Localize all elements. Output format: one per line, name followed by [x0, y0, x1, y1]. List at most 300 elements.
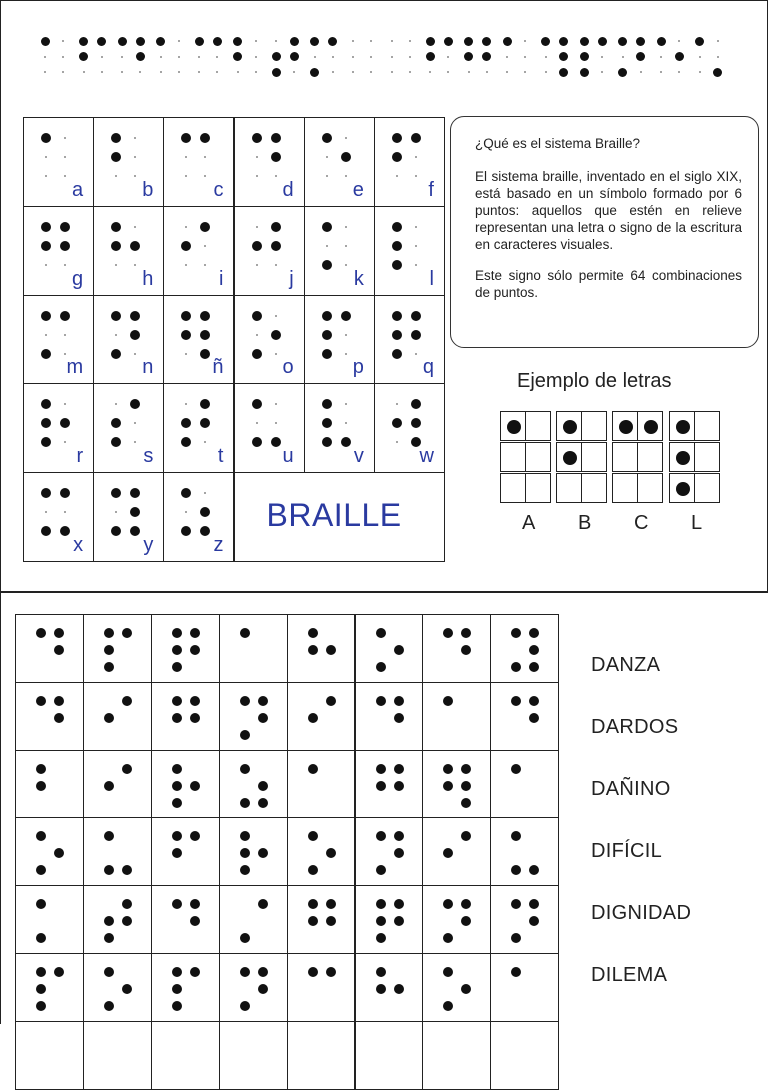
- alphabet-cell-ñ: [163, 295, 234, 385]
- braille-dot-empty: [506, 56, 508, 58]
- alphabet-letter: k: [353, 267, 364, 290]
- braille-dot-raised: [511, 662, 521, 672]
- braille-dot-raised: [41, 437, 51, 447]
- braille-dot-raised: [181, 488, 191, 498]
- info-box: [450, 116, 759, 348]
- braille-dot-raised: [200, 349, 210, 359]
- braille-dot-raised: [511, 628, 521, 638]
- alphabet-letter: x: [73, 533, 84, 556]
- braille-dot-raised: [461, 916, 471, 926]
- braille-dot-raised: [322, 330, 332, 340]
- braille-dot-raised: [411, 311, 421, 321]
- braille-dot-raised: [136, 37, 145, 46]
- braille-title-cell: [234, 472, 446, 562]
- braille-dot-raised: [240, 798, 250, 808]
- braille-dot-empty: [415, 175, 417, 177]
- braille-dot-empty: [545, 71, 547, 73]
- puzzle-cell: [151, 750, 220, 819]
- braille-dot-raised: [122, 865, 132, 875]
- braille-dot-raised: [443, 848, 453, 858]
- puzzle-cell: [151, 817, 220, 886]
- braille-dot-raised: [411, 418, 421, 428]
- braille-dot-raised: [200, 507, 210, 517]
- alphabet-letter: o: [282, 356, 294, 379]
- example-dot-slot: [556, 473, 582, 503]
- braille-dot-empty: [134, 175, 136, 177]
- braille-dot-raised: [130, 330, 140, 340]
- braille-dot-empty: [204, 245, 206, 247]
- braille-dot-empty: [370, 56, 372, 58]
- braille-dot-empty: [216, 56, 218, 58]
- braille-dot-raised: [511, 831, 521, 841]
- braille-dot-raised: [598, 37, 607, 46]
- braille-dot-raised: [240, 933, 250, 943]
- braille-dot-raised: [326, 967, 336, 977]
- braille-dot-empty: [256, 422, 258, 424]
- alphabet-letter: f: [428, 178, 434, 201]
- braille-dot-empty: [545, 56, 547, 58]
- braille-dot-raised: [36, 899, 46, 909]
- puzzle-cell: [219, 1021, 288, 1090]
- braille-dot-raised: [190, 696, 200, 706]
- example-dot-slot: [556, 411, 582, 441]
- braille-dot-raised: [122, 984, 132, 994]
- braille-dot-raised: [122, 899, 132, 909]
- braille-dot-empty: [415, 264, 417, 266]
- braille-dot-raised: [181, 437, 191, 447]
- braille-dot-raised: [111, 241, 121, 251]
- puzzle-cell: [219, 750, 288, 819]
- braille-dot-raised: [41, 133, 51, 143]
- braille-dot-empty: [160, 56, 162, 58]
- alphabet-letter: i: [219, 267, 224, 290]
- example-dot-slot: [612, 411, 638, 441]
- braille-dot-raised: [326, 916, 336, 926]
- alphabet-cell-y: [93, 472, 164, 562]
- puzzle-cell: [355, 953, 424, 1022]
- braille-dot-raised: [79, 52, 88, 61]
- alphabet-cell-o: [234, 295, 305, 385]
- braille-dot-raised: [111, 133, 121, 143]
- braille-dot-empty: [237, 71, 239, 73]
- braille-dot-raised: [36, 1001, 46, 1011]
- braille-dot-raised: [482, 37, 491, 46]
- puzzle-cell: [355, 614, 424, 683]
- braille-dot-raised: [464, 52, 473, 61]
- braille-dot-raised: [54, 848, 64, 858]
- braille-dot-raised: [308, 865, 318, 875]
- braille-dot-empty: [255, 71, 257, 73]
- braille-dot-empty: [409, 40, 411, 42]
- alphabet-letter: c: [213, 178, 224, 201]
- braille-dot-raised: [54, 645, 64, 655]
- braille-dot-raised: [111, 311, 121, 321]
- braille-dot-raised: [322, 133, 332, 143]
- braille-dot-raised: [36, 628, 46, 638]
- braille-dot-raised: [200, 311, 210, 321]
- example-label: B: [578, 512, 592, 534]
- puzzle-cell: [490, 614, 559, 683]
- braille-dot-raised: [426, 37, 435, 46]
- alphabet-cell-d: [234, 117, 305, 207]
- braille-dot-raised: [322, 418, 332, 428]
- example-dot-slot: [581, 442, 607, 472]
- braille-dot-empty: [64, 441, 66, 443]
- braille-dot-raised: [200, 526, 210, 536]
- alphabet-letter: v: [353, 445, 364, 468]
- braille-dot-empty: [447, 56, 449, 58]
- puzzle-cell: [15, 953, 84, 1022]
- braille-dot-raised: [104, 662, 114, 672]
- puzzle-cell: [422, 1021, 491, 1090]
- braille-dot-raised: [172, 781, 182, 791]
- braille-dot-raised: [130, 488, 140, 498]
- braille-dot-empty: [699, 71, 701, 73]
- braille-dot-raised: [172, 984, 182, 994]
- puzzle-cell: [287, 682, 356, 751]
- braille-dot-raised: [60, 418, 70, 428]
- braille-dot-raised: [111, 437, 121, 447]
- alphabet-cell-c: [163, 117, 234, 207]
- braille-dot-raised: [136, 52, 145, 61]
- braille-dot-raised: [394, 899, 404, 909]
- braille-dot-raised: [122, 764, 132, 774]
- braille-dot-raised: [559, 52, 568, 61]
- braille-dot-empty: [204, 441, 206, 443]
- braille-dot-raised: [190, 781, 200, 791]
- braille-alphabet-table: [23, 117, 444, 561]
- header-braille-cell: [308, 34, 338, 78]
- braille-dot-raised: [258, 984, 268, 994]
- braille-dot-empty: [314, 56, 316, 58]
- braille-dot-empty: [415, 245, 417, 247]
- header-braille-cell: [423, 34, 453, 78]
- braille-dot-raised: [104, 967, 114, 977]
- alphabet-letter: d: [282, 178, 294, 201]
- braille-dot-raised: [200, 330, 210, 340]
- header-braille-cell: [539, 34, 569, 78]
- braille-dot-raised: [636, 52, 645, 61]
- braille-dot-raised: [322, 260, 332, 270]
- braille-dot-empty: [326, 245, 328, 247]
- braille-dot-empty: [256, 334, 258, 336]
- braille-dot-raised: [258, 713, 268, 723]
- braille-dot-raised: [122, 628, 132, 638]
- braille-dot-empty: [185, 403, 187, 405]
- braille-dot-raised: [130, 507, 140, 517]
- example-dot-slot: [637, 473, 663, 503]
- example-dot-slot: [669, 473, 695, 503]
- braille-dot-empty: [178, 71, 180, 73]
- braille-dot-empty: [415, 156, 417, 158]
- braille-dot-raised: [713, 68, 722, 77]
- braille-dot-raised: [111, 526, 121, 536]
- braille-dot-empty: [45, 264, 47, 266]
- header-braille-cell: [231, 34, 261, 78]
- braille-dot-empty: [409, 71, 411, 73]
- braille-dot-empty: [101, 71, 103, 73]
- puzzle-cell: [151, 682, 220, 751]
- braille-dot-raised: [272, 52, 281, 61]
- braille-dot-raised: [695, 37, 704, 46]
- braille-dot-raised: [511, 865, 521, 875]
- braille-dot-raised: [36, 831, 46, 841]
- puzzle-cell: [490, 682, 559, 751]
- puzzle-cell: [490, 750, 559, 819]
- example-dot-slot: [556, 442, 582, 472]
- braille-dot-raised: [36, 865, 46, 875]
- puzzle-cell: [287, 885, 356, 954]
- braille-dot-raised: [240, 848, 250, 858]
- braille-dot-raised: [392, 222, 402, 232]
- braille-dot-raised: [461, 645, 471, 655]
- braille-dot-raised: [111, 488, 121, 498]
- braille-dot-empty: [332, 71, 334, 73]
- braille-dot-empty: [601, 56, 603, 58]
- braille-dot-raised: [511, 696, 521, 706]
- header-braille-cell: [577, 34, 607, 78]
- puzzle-cell: [355, 750, 424, 819]
- header-braille-cell: [616, 34, 646, 78]
- braille-dot-raised: [443, 933, 453, 943]
- alphabet-letter: g: [72, 267, 84, 290]
- braille-dot-raised: [326, 848, 336, 858]
- example-label: L: [691, 512, 703, 534]
- header-braille-cell: [346, 34, 376, 78]
- braille-dot-raised: [240, 730, 250, 740]
- example-dot-slot: [637, 442, 663, 472]
- braille-dot-raised: [104, 865, 114, 875]
- braille-dot-raised: [258, 899, 268, 909]
- puzzle-cell: [490, 817, 559, 886]
- braille-dot-raised: [341, 152, 351, 162]
- braille-dot-empty: [506, 71, 508, 73]
- braille-dot-raised: [111, 418, 121, 428]
- alphabet-cell-j: [234, 206, 305, 296]
- header-braille-cell: [500, 34, 530, 78]
- braille-dot-raised: [271, 152, 281, 162]
- braille-dot-raised: [461, 899, 471, 909]
- braille-dot-raised: [443, 628, 453, 638]
- braille-word-puzzle: [15, 614, 558, 1024]
- braille-dot-empty: [332, 56, 334, 58]
- braille-dot-raised: [308, 764, 318, 774]
- braille-dot-raised: [252, 349, 262, 359]
- braille-dot-empty: [396, 441, 398, 443]
- braille-dot-empty: [699, 56, 701, 58]
- example-dot-raised: [676, 420, 690, 434]
- braille-dot-raised: [376, 764, 386, 774]
- alphabet-letter: b: [142, 178, 154, 201]
- info-paragraph-1: El sistema braille, inventado en el siglo XIX, está basado en un símbolo formado por 6 puntos: aquellos que estén en relieve representan una letra o signo de la escritura en caracteres visuales.: [475, 169, 742, 252]
- braille-dot-empty: [524, 56, 526, 58]
- example-label: C: [634, 512, 649, 534]
- braille-dot-raised: [392, 133, 402, 143]
- braille-dot-empty: [185, 226, 187, 228]
- alphabet-letter: s: [143, 445, 154, 468]
- braille-dot-empty: [345, 353, 347, 355]
- header-braille-cell: [38, 34, 68, 78]
- puzzle-cell: [355, 682, 424, 751]
- braille-dot-empty: [345, 226, 347, 228]
- braille-dot-empty: [64, 511, 66, 513]
- braille-dot-raised: [394, 713, 404, 723]
- braille-dot-empty: [62, 71, 64, 73]
- braille-dot-empty: [255, 56, 257, 58]
- puzzle-cell: [83, 682, 152, 751]
- braille-dot-raised: [240, 967, 250, 977]
- braille-dot-raised: [104, 781, 114, 791]
- braille-dot-empty: [121, 56, 123, 58]
- example-dot-slot: [581, 473, 607, 503]
- example-dot-slot: [612, 442, 638, 472]
- alphabet-cell-x: [23, 472, 94, 562]
- alphabet-cell-i: [163, 206, 234, 296]
- braille-dot-raised: [326, 899, 336, 909]
- braille-dot-raised: [394, 831, 404, 841]
- braille-dot-empty: [45, 175, 47, 177]
- braille-dot-raised: [290, 37, 299, 46]
- braille-dot-raised: [326, 645, 336, 655]
- puzzle-cell: [355, 1021, 424, 1090]
- example-dot-slot: [669, 411, 695, 441]
- braille-dot-raised: [394, 696, 404, 706]
- example-title: Ejemplo de letras: [517, 370, 672, 392]
- braille-dot-raised: [130, 526, 140, 536]
- braille-dot-empty: [370, 40, 372, 42]
- braille-dot-raised: [200, 222, 210, 232]
- example-dot-slot: [694, 411, 720, 441]
- puzzle-cell: [219, 953, 288, 1022]
- braille-dot-raised: [240, 831, 250, 841]
- braille-dot-raised: [461, 628, 471, 638]
- example-dot-raised: [619, 420, 633, 434]
- braille-dot-raised: [394, 848, 404, 858]
- braille-dot-raised: [252, 241, 262, 251]
- braille-dot-raised: [461, 798, 471, 808]
- braille-title: BRAILLE: [266, 497, 402, 534]
- puzzle-cell: [287, 750, 356, 819]
- braille-dot-raised: [376, 899, 386, 909]
- example-dot-raised: [644, 420, 658, 434]
- braille-dot-raised: [258, 781, 268, 791]
- alphabet-cell-l: [374, 206, 445, 296]
- puzzle-cell: [15, 817, 84, 886]
- braille-dot-raised: [443, 696, 453, 706]
- braille-dot-raised: [104, 831, 114, 841]
- braille-dot-raised: [461, 831, 471, 841]
- puzzle-cell: [151, 614, 220, 683]
- braille-dot-empty: [204, 264, 206, 266]
- braille-dot-raised: [271, 330, 281, 340]
- braille-dot-raised: [130, 311, 140, 321]
- braille-dot-raised: [376, 696, 386, 706]
- braille-dot-raised: [580, 68, 589, 77]
- braille-dot-raised: [503, 37, 512, 46]
- braille-dot-raised: [272, 68, 281, 77]
- braille-dot-raised: [41, 37, 50, 46]
- braille-dot-raised: [41, 349, 51, 359]
- alphabet-letter: u: [282, 445, 294, 468]
- braille-dot-raised: [461, 764, 471, 774]
- alphabet-cell-z: [163, 472, 234, 562]
- braille-dot-raised: [200, 399, 210, 409]
- example-dot-slot: [637, 411, 663, 441]
- braille-dot-raised: [60, 311, 70, 321]
- braille-dot-raised: [213, 37, 222, 46]
- braille-dot-raised: [97, 37, 106, 46]
- puzzle-cell: [83, 1021, 152, 1090]
- puzzle-cell: [83, 817, 152, 886]
- example-grid-l: [669, 411, 725, 505]
- alphabet-cell-r: [23, 383, 94, 473]
- braille-dot-empty: [185, 353, 187, 355]
- braille-dot-raised: [36, 764, 46, 774]
- alphabet-letter: w: [419, 445, 434, 468]
- braille-dot-raised: [511, 764, 521, 774]
- braille-dot-empty: [115, 334, 117, 336]
- braille-dot-empty: [62, 56, 64, 58]
- braille-dot-raised: [443, 899, 453, 909]
- alphabet-cell-a: [23, 117, 94, 207]
- braille-dot-raised: [258, 967, 268, 977]
- puzzle-cell: [490, 953, 559, 1022]
- example-dot-slot: [581, 411, 607, 441]
- braille-dot-raised: [443, 1001, 453, 1011]
- braille-dot-raised: [394, 916, 404, 926]
- puzzle-cell: [355, 885, 424, 954]
- alphabet-cell-b: [93, 117, 164, 207]
- braille-dot-raised: [252, 133, 262, 143]
- braille-dot-raised: [104, 1001, 114, 1011]
- braille-dot-raised: [252, 311, 262, 321]
- braille-dot-empty: [660, 71, 662, 73]
- example-dot-raised: [676, 451, 690, 465]
- example-dot-slot: [500, 442, 526, 472]
- braille-dot-raised: [376, 628, 386, 638]
- braille-dot-raised: [271, 437, 281, 447]
- braille-dot-raised: [328, 37, 337, 46]
- braille-dot-empty: [45, 511, 47, 513]
- alphabet-letter: e: [352, 178, 364, 201]
- braille-dot-empty: [134, 226, 136, 228]
- info-title: ¿Qué es el sistema Braille?: [475, 136, 641, 151]
- braille-dot-empty: [396, 403, 398, 405]
- alphabet-letter: j: [289, 267, 294, 290]
- header-braille-cell: [77, 34, 107, 78]
- puzzle-cell: [219, 885, 288, 954]
- braille-dot-empty: [134, 353, 136, 355]
- braille-dot-raised: [529, 916, 539, 926]
- braille-dot-raised: [376, 933, 386, 943]
- braille-dot-empty: [345, 175, 347, 177]
- braille-dot-empty: [185, 156, 187, 158]
- braille-dot-raised: [376, 662, 386, 672]
- example-dot-slot: [612, 473, 638, 503]
- header-braille-cell: [693, 34, 723, 78]
- braille-dot-empty: [255, 40, 257, 42]
- braille-dot-raised: [376, 781, 386, 791]
- braille-dot-raised: [529, 628, 539, 638]
- puzzle-cell: [15, 614, 84, 683]
- braille-dot-empty: [64, 156, 66, 158]
- braille-dot-empty: [134, 156, 136, 158]
- puzzle-cell: [422, 953, 491, 1022]
- braille-dot-empty: [178, 56, 180, 58]
- header-braille-cell: [154, 34, 184, 78]
- puzzle-cell: [219, 682, 288, 751]
- alphabet-cell-e: [304, 117, 375, 207]
